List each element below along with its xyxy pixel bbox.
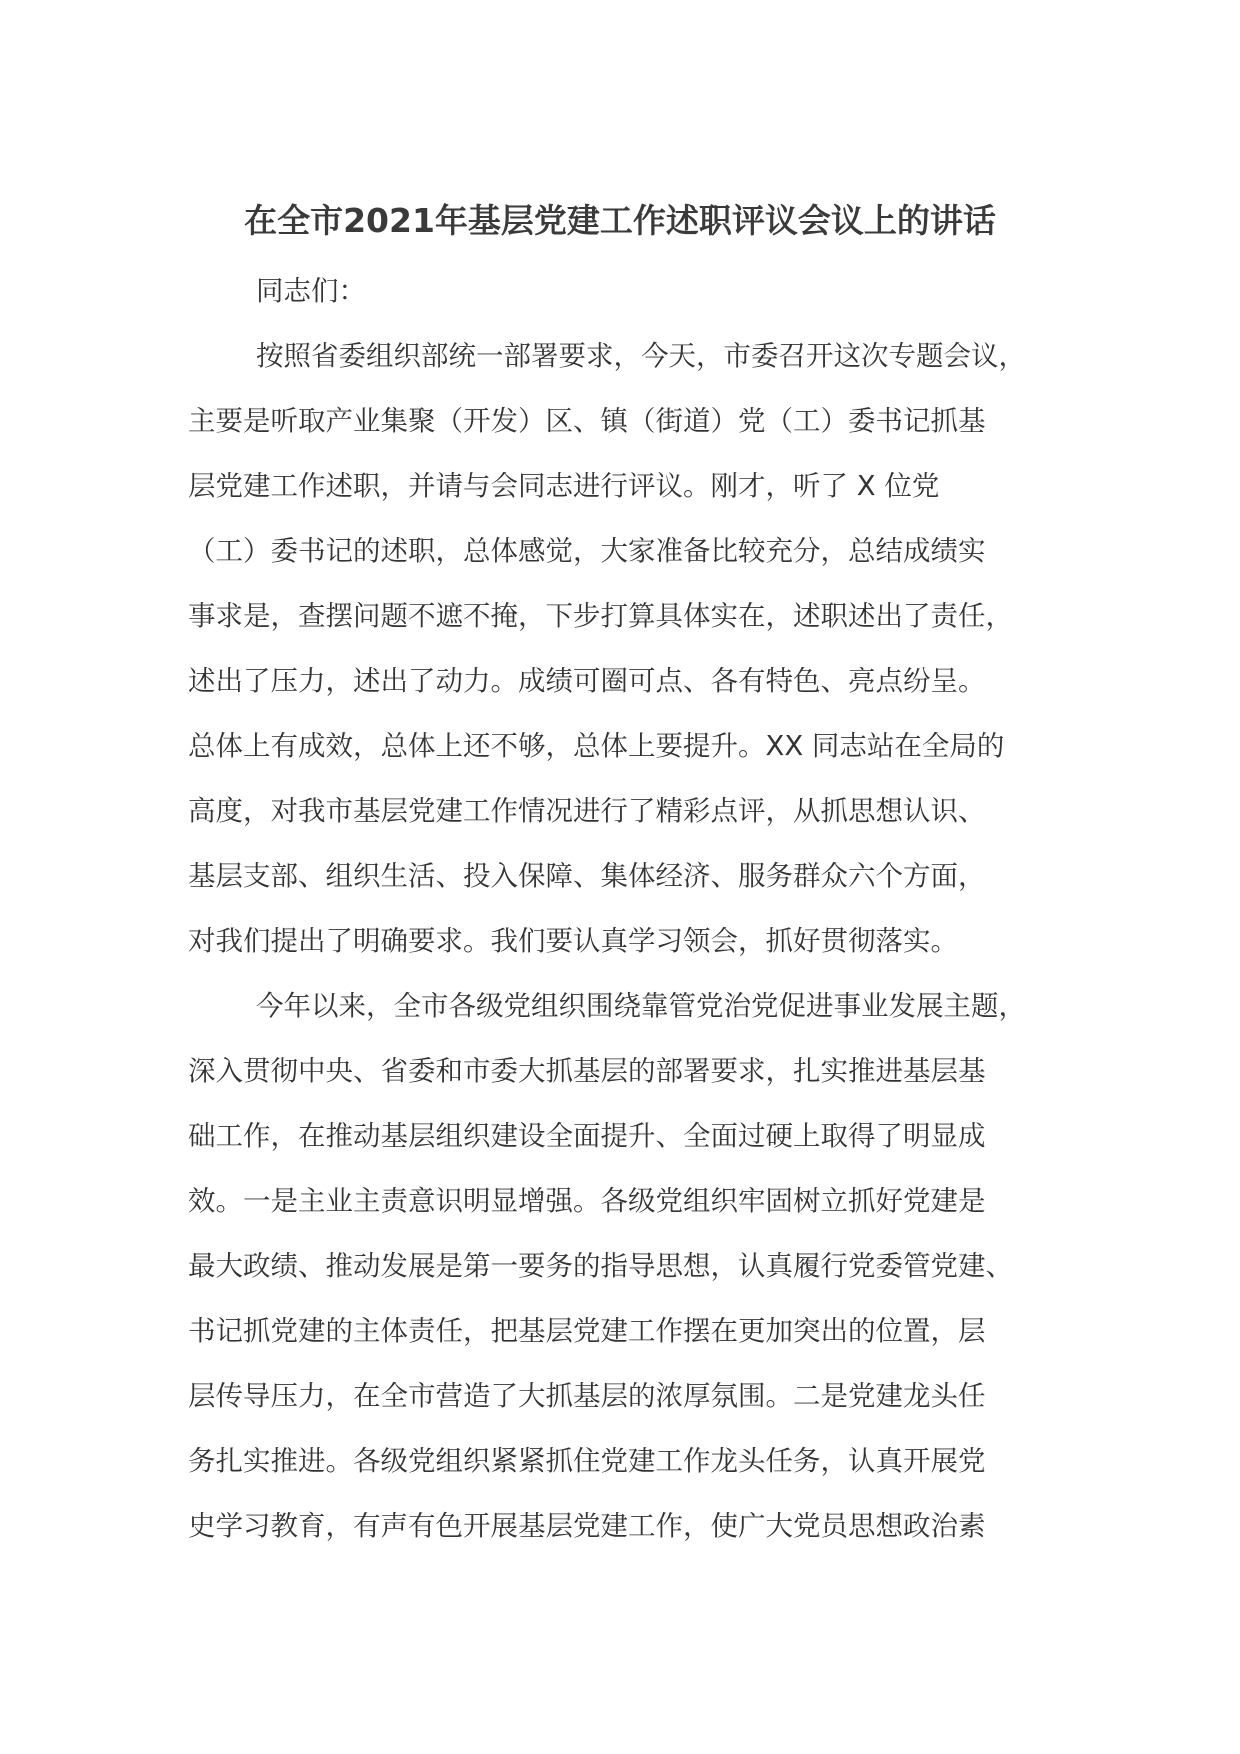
paragraph-1-line: 主要是听取产业集聚（开发）区、镇（街道）党（工）委书记抓基 [188, 405, 986, 437]
salutation-line: 同志们： [256, 275, 366, 307]
paragraph-1-line: 述出了压力，述出了动力。成绩可圈可点、各有特色、亮点纷呈。 [188, 665, 986, 697]
paragraph-2-line: 最大政绩、推动发展是第一要务的指导思想，认真履行党委管党建、 [188, 1250, 1013, 1282]
paragraph-1-line: 按照省委组织部统一部署要求，今天，市委召开这次专题会议， [256, 340, 1026, 372]
paragraph-1-line: 总体上有成效，总体上还不够，总体上要提升。XX 同志站在全局的 [188, 730, 1005, 762]
paragraph-2-line: 今年以来，全市各级党组织围绕靠管党治党促进事业发展主题， [256, 990, 1026, 1022]
paragraph-2-line: 务扎实推进。各级党组织紧紧抓住党建工作龙头任务，认真开展党 [188, 1445, 986, 1477]
paragraph-2-line: 效。一是主业主责意识明显增强。各级党组织牢固树立抓好党建是 [188, 1185, 986, 1217]
paragraph-1-line: 基层支部、组织生活、投入保障、集体经济、服务群众六个方面， [188, 860, 986, 892]
paragraph-1-line: 事求是，查摆问题不遮不掩，下步打算具体实在，述职述出了责任， [188, 600, 1013, 632]
paragraph-2-line: 深入贯彻中央、省委和市委大抓基层的部署要求，扎实推进基层基 [188, 1055, 986, 1087]
paragraph-1-line: 层党建工作述职，并请与会同志进行评议。刚才，听了 X 位党 [188, 470, 940, 502]
paragraph-2-line: 础工作，在推动基层组织建设全面提升、全面过硬上取得了明显成 [188, 1120, 986, 1152]
paragraph-1-line: （工）委书记的述职，总体感觉，大家准备比较充分，总结成绩实 [188, 535, 986, 567]
paragraph-1-line: 对我们提出了明确要求。我们要认真学习领会，抓好贯彻落实。 [188, 925, 958, 957]
document-title: 在全市2021年基层党建工作述职评议会议上的讲话 [244, 201, 996, 240]
paragraph-2-line: 书记抓党建的主体责任，把基层党建工作摆在更加突出的位置，层 [188, 1315, 986, 1347]
paragraph-1-line: 高度，对我市基层党建工作情况进行了精彩点评，从抓思想认识、 [188, 795, 986, 827]
paragraph-2-line: 层传导压力，在全市营造了大抓基层的浓厚氛围。二是党建龙头任 [188, 1380, 986, 1412]
document-body [188, 259, 1088, 1559]
paragraph-2-line: 史学习教育，有声有色开展基层党建工作，使广大党员思想政治素 [188, 1510, 986, 1542]
